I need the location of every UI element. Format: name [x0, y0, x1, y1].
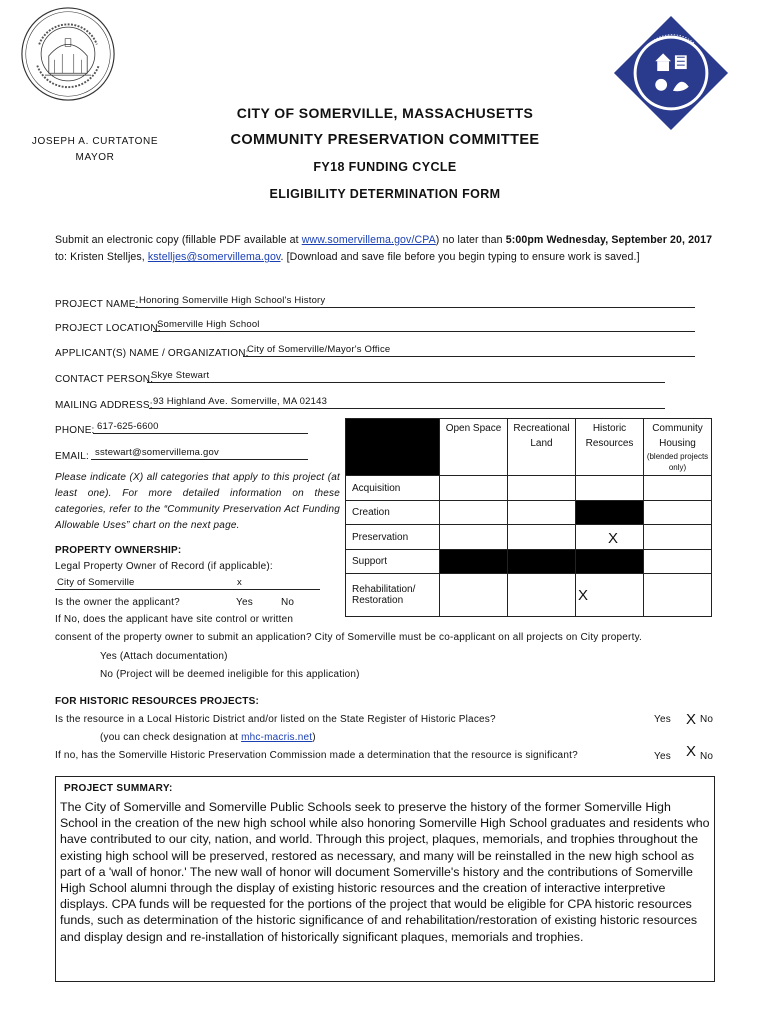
col-recreational-land: Recreational Land — [508, 419, 576, 476]
cycle-title: FY18 FUNDING CYCLE — [313, 160, 457, 174]
historic-q1-mark: X — [686, 711, 697, 728]
row-acquisition: Acquisition — [346, 476, 440, 501]
cell-preservation-recreational[interactable] — [508, 525, 576, 550]
row-support: Support — [346, 550, 440, 574]
email-label: EMAIL: — [55, 451, 89, 462]
owner-applicant-yes[interactable]: Yes — [236, 597, 253, 608]
col-historic-resources: Historic Resources — [576, 419, 644, 476]
applicant-value[interactable]: City of Somerville/Mayor's Office — [247, 344, 391, 355]
mailing-address-value[interactable]: 93 Highland Ave. Somerville, MA 02143 — [153, 396, 328, 407]
site-control-no-option[interactable]: No (Project will be deemed ineligible for this application) — [100, 669, 360, 680]
cell-preservation-open-space[interactable] — [440, 525, 508, 550]
project-name-label: PROJECT NAME: — [55, 299, 139, 310]
historic-question-2: If no, has the Somerville Historic Preservation Commission made a determination that the resource is significant? — [55, 750, 578, 761]
submission-instructions — [55, 232, 715, 266]
row-preservation: Preservation — [346, 525, 440, 550]
historic-q2-yes[interactable]: Yes — [654, 751, 671, 762]
cell-support-recreational-na — [508, 550, 576, 574]
ownership-heading: PROPERTY OWNERSHIP: — [55, 545, 182, 556]
committee-title: COMMUNITY PRESERVATION COMMITTEE — [230, 132, 540, 148]
project-name-line — [135, 307, 695, 308]
cell-preservation-housing[interactable] — [644, 525, 712, 550]
project-location-label: PROJECT LOCATION: — [55, 323, 161, 334]
owner-applicant-question: Is the owner the applicant? — [55, 597, 180, 608]
categories-instructions: Please indicate (X) all categories that apply to this project (at least one). For more detailed information on these categories, refer to the “Community Preservation Act Funding Allowable Uses” chart on the next page. — [55, 472, 340, 531]
city-title: CITY OF SOMERVILLE, MASSACHUSETTS — [236, 105, 534, 121]
historic-q1-yes[interactable]: Yes — [654, 714, 671, 725]
cell-acquisition-historic[interactable] — [576, 476, 644, 501]
historic-question-1: Is the resource in a Local Historic District and/or listed on the State Register of Historic Places? — [55, 714, 496, 725]
cpa-website-link[interactable]: www.somervillema.gov/CPA — [301, 234, 436, 246]
cell-support-housing[interactable] — [644, 550, 712, 574]
legal-owner-mark: x — [237, 577, 242, 588]
row-rehabilitation: Rehabilitation/ Restoration — [346, 574, 440, 617]
housing-note: (blended projects only) — [646, 452, 709, 472]
cell-creation-recreational[interactable] — [508, 501, 576, 525]
mailing-address-field[interactable] — [55, 395, 665, 411]
site-control-yes-option[interactable]: Yes (Attach documentation) — [100, 651, 228, 662]
legal-owner-label: Legal Property Owner of Record (if applicable): — [55, 561, 273, 572]
mayor-block — [20, 134, 170, 166]
cell-rehab-open-space[interactable] — [440, 574, 508, 617]
project-summary-heading: PROJECT SUMMARY: — [64, 783, 173, 794]
historic-heading: FOR HISTORIC RESOURCES PROJECTS: — [55, 696, 260, 707]
historic-q1-no[interactable]: No — [700, 714, 714, 725]
applicant-line — [243, 356, 695, 357]
historic-q2-no[interactable]: No — [700, 751, 714, 762]
col-community-housing: Community Housing (blended projects only) — [644, 419, 712, 476]
legal-owner-field[interactable] — [55, 576, 320, 592]
cell-rehab-housing[interactable] — [644, 574, 712, 617]
row-creation: Creation — [346, 501, 440, 525]
project-location-field[interactable] — [55, 318, 695, 334]
phone-value[interactable]: 617-625-6600 — [97, 421, 159, 432]
project-location-line — [153, 331, 695, 332]
funding-categories-table — [345, 418, 712, 617]
site-control-question-1: If No, does the applicant have site control or written — [55, 614, 294, 625]
cell-support-open-space-na — [440, 550, 508, 574]
email-field[interactable] — [55, 446, 310, 462]
mailing-address-line — [149, 408, 665, 409]
deadline-text: 5:00pm Wednesday, September 20, 2017 — [505, 234, 713, 246]
historic-hint-pre: (you can check designation at — [100, 732, 242, 743]
historic-q2-mark: X — [686, 743, 697, 760]
cell-creation-housing[interactable] — [644, 501, 712, 525]
legal-owner-line — [55, 589, 320, 590]
phone-label: PHONE: — [55, 425, 95, 436]
intro-text-4: . [Download and save file before you begin typing to ensure work is saved.] — [280, 251, 640, 263]
intro-text-3: to: Kristen Stelljes, — [55, 251, 148, 263]
project-summary-box[interactable] — [55, 776, 715, 982]
mayor-name: JOSEPH A. CURTATONE — [31, 136, 159, 147]
cell-preservation-historic[interactable]: X — [576, 525, 644, 550]
historic-hint-post: ) — [312, 732, 316, 743]
applicant-label: APPLICANT(S) NAME / ORGANIZATION: — [55, 348, 249, 359]
project-name-value[interactable]: Honoring Somerville High School's History — [139, 295, 326, 306]
contact-person-line — [147, 382, 665, 383]
email-contact-link[interactable]: kstelljes@somervillema.gov — [147, 251, 281, 263]
phone-line — [93, 433, 308, 434]
cell-rehab-recreational[interactable] — [508, 574, 576, 617]
email-line — [91, 459, 308, 460]
contact-person-field[interactable] — [55, 369, 665, 385]
cpa-diamond-logo — [612, 14, 730, 132]
city-seal-logo — [20, 6, 116, 102]
phone-field[interactable] — [55, 420, 310, 436]
form-title: ELIGIBILITY DETERMINATION FORM — [269, 187, 501, 201]
cell-rehab-historic[interactable]: X — [576, 574, 644, 617]
cell-acquisition-open-space[interactable] — [440, 476, 508, 501]
contact-person-value[interactable]: Skye Stewart — [151, 370, 210, 381]
mhc-macris-link[interactable]: mhc-macris.net — [241, 732, 313, 743]
legal-owner-value[interactable]: City of Somerville — [57, 577, 135, 588]
cell-creation-open-space[interactable] — [440, 501, 508, 525]
site-control-question-2: consent of the property owner to submit an application? City of Somerville must be co-applicant on all projects on City property. — [55, 632, 643, 643]
email-value[interactable]: sstewart@somervillema.gov — [95, 447, 219, 458]
intro-text-2: ) no later than — [435, 234, 506, 246]
cell-acquisition-recreational[interactable] — [508, 476, 576, 501]
project-name-field[interactable] — [55, 294, 695, 310]
historic-hint — [100, 732, 316, 743]
cell-creation-historic-na — [576, 501, 644, 525]
intro-text-1: Submit an electronic copy (fillable PDF available at — [55, 234, 302, 246]
project-summary-text[interactable]: The City of Somerville and Somerville Public Schools seek to preserve the history of the former Somerville High School in the creation of the new high school while also honoring Somerville High School graduates and residents who have contributed to our city, nation, and world. Through this project, plaques, memorials, and trophies throughout the existing high school will be preserved, restored as necessary, and many will be reinstalled in the new high school as part of a 'wall of honor.' The new wall of honor will document Somerville's history and the contributions of Somerville High School alumni through the display of existing historic resources and the creation of interactive interpretive displays. CPA funds will be requested for the portions of the project that would be eligible for CPA historic resources funds, such as determination of the historic significance of and rehabilitation/restoration of existing historic resources and display design and re-installation of historically significant plaques, memorials and trophies. — [60, 800, 710, 944]
mailing-address-label: MAILING ADDRESS: — [55, 400, 153, 411]
applicant-field[interactable] — [55, 343, 695, 359]
mayor-title: MAYOR — [75, 152, 115, 163]
contact-person-label: CONTACT PERSON: — [55, 374, 154, 385]
cell-support-historic-na — [576, 550, 644, 574]
cell-acquisition-housing[interactable] — [644, 476, 712, 501]
col-open-space: Open Space — [440, 419, 508, 476]
owner-applicant-no[interactable]: No — [281, 597, 295, 608]
table-corner — [346, 419, 440, 476]
form-title-block — [190, 100, 580, 208]
project-location-value[interactable]: Somerville High School — [157, 319, 260, 330]
